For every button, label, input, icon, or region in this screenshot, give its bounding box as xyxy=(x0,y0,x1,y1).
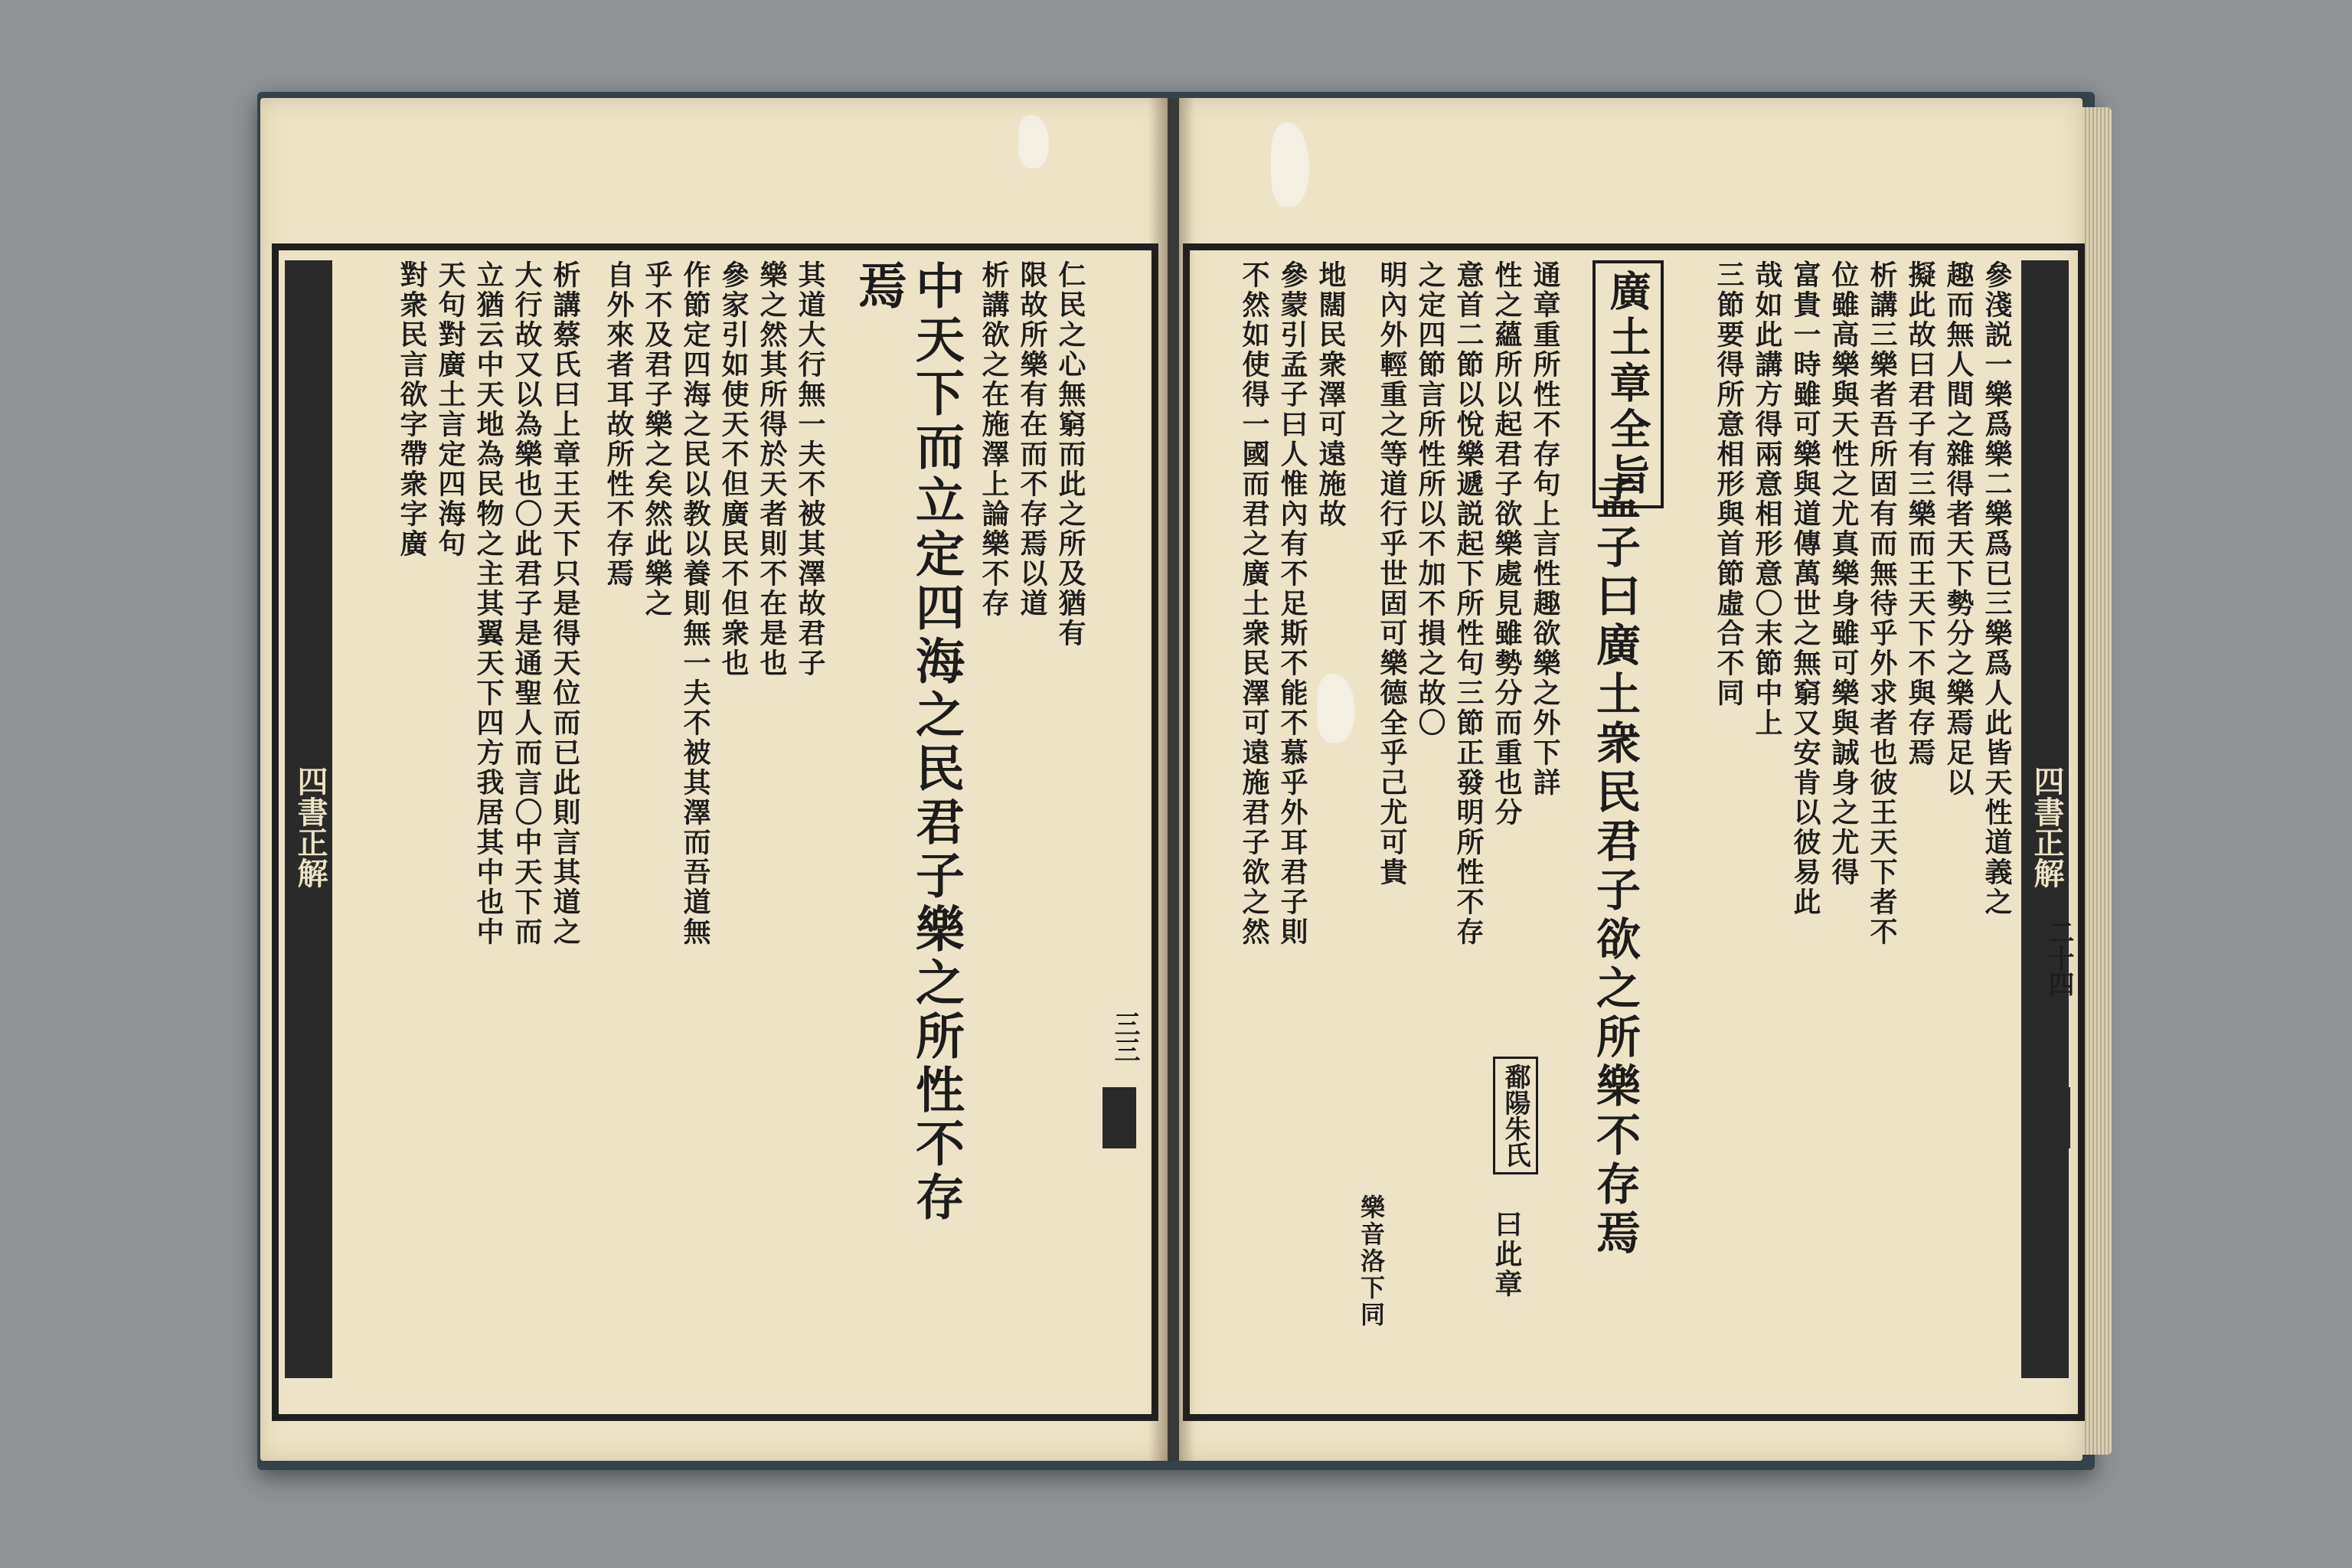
main-text-column: 中天下而立定四海之民君子樂之所性不存 xyxy=(907,260,965,1225)
right-page-number: 二十四 xyxy=(2043,919,2074,997)
text-column: 曰此章 xyxy=(1491,1210,1523,1299)
text-column: 參淺説一樂爲樂二樂爲已三樂爲人此皆天性道義之 xyxy=(1981,260,2013,917)
text-column: 作節定四海之民以教以養則無一夫不被其澤而吾道無 xyxy=(679,260,711,947)
text-column: 位雖高樂與天性之尤真樂身雖可樂與誠身之尤得 xyxy=(1828,260,1860,887)
text-column: 擬此故曰君子有三樂而王天下不與存焉 xyxy=(1904,260,1936,768)
text-column: 析講欲之在施澤上論樂不存 xyxy=(978,260,1010,619)
main-text-column: 焉 xyxy=(850,260,907,314)
text-column: 通章重所性不存句上言性趣欲樂之外下詳 xyxy=(1529,260,1561,798)
text-column: 性之蘊所以起君子欲樂處見雖勢分而重也分 xyxy=(1491,260,1523,828)
book-gutter xyxy=(1148,98,1194,1461)
text-column: 參蒙引孟子曰人惟內有不足斯不能不慕乎外耳君子則 xyxy=(1276,260,1308,947)
text-column: 之定四節言所性所以不加不損之故〇 xyxy=(1414,260,1446,738)
text-column: 析講蔡氏曰上章王天下只是得天位而已此則言其道之 xyxy=(549,260,581,947)
text-column: 限故所樂有在而不存焉以道 xyxy=(1016,260,1048,619)
text-column: 立猶云中天地為民物之主其翼天下四方我居其中也中 xyxy=(472,260,505,947)
text-column: 對衆民言欲字帶衆字廣 xyxy=(396,260,428,559)
fishtail-mark xyxy=(2037,1087,2070,1148)
text-column: 自外來者耳故所性不存焉 xyxy=(603,260,635,589)
text-column: 意首二節以悅樂遞説起下所性句三節正發明所性不存 xyxy=(1452,260,1485,947)
text-column: 參家引如使天不但廣民不但衆也 xyxy=(717,260,750,678)
text-column: 乎不及君子樂之矣然此樂之 xyxy=(641,260,673,619)
text-column: 不然如使得一國而君之廣土衆民澤可遠施君子欲之然 xyxy=(1238,260,1270,947)
text-column: 析講三樂者吾所固有而無待乎外求者也彼王天下者不 xyxy=(1866,260,1898,947)
text-column: 趣而無人間之雜得者天下勢分之樂焉足以 xyxy=(1942,260,1975,798)
text-column: 其道大行無一夫不被其澤故君子 xyxy=(794,260,826,678)
main-text-column: 孟子曰廣土衆民君子欲之所樂不存焉 xyxy=(1589,475,1641,1259)
left-page-number: 三三 xyxy=(1109,1011,1140,1063)
text-column: 三節要得所意相形與首節虛合不同 xyxy=(1713,260,1745,708)
section-label: 廣土章全旨 xyxy=(1592,260,1664,508)
left-running-head: 四書正解 xyxy=(285,260,332,1378)
page-edges xyxy=(2082,107,2112,1455)
reading-note: 樂音洛下同 xyxy=(1357,1194,1386,1328)
text-column: 天句對廣土言定四海句 xyxy=(434,260,466,559)
text-column: 地闊民衆澤可遠施故 xyxy=(1315,260,1347,529)
text-column: 富貴一時雖可樂與道傳萬世之無窮又安肯以彼易此 xyxy=(1789,260,1821,917)
text-column: 仁民之心無窮而此之所及猶有 xyxy=(1054,260,1086,648)
source-label: 鄱陽朱氏 xyxy=(1493,1057,1538,1174)
right-running-head: 四書正解 xyxy=(2021,260,2069,1378)
text-column: 哉如此講方得兩意相形意〇末節中上 xyxy=(1751,260,1783,738)
fishtail-mark xyxy=(1102,1087,1136,1148)
text-column: 樂之然其所得於天者則不在是也 xyxy=(756,260,788,678)
text-column: 大行故又以為樂也〇此君子是通聖人而言〇中天下而 xyxy=(511,260,543,947)
text-column: 明內外輕重之等道行乎世固可樂德全乎己尤可貴 xyxy=(1376,260,1408,887)
